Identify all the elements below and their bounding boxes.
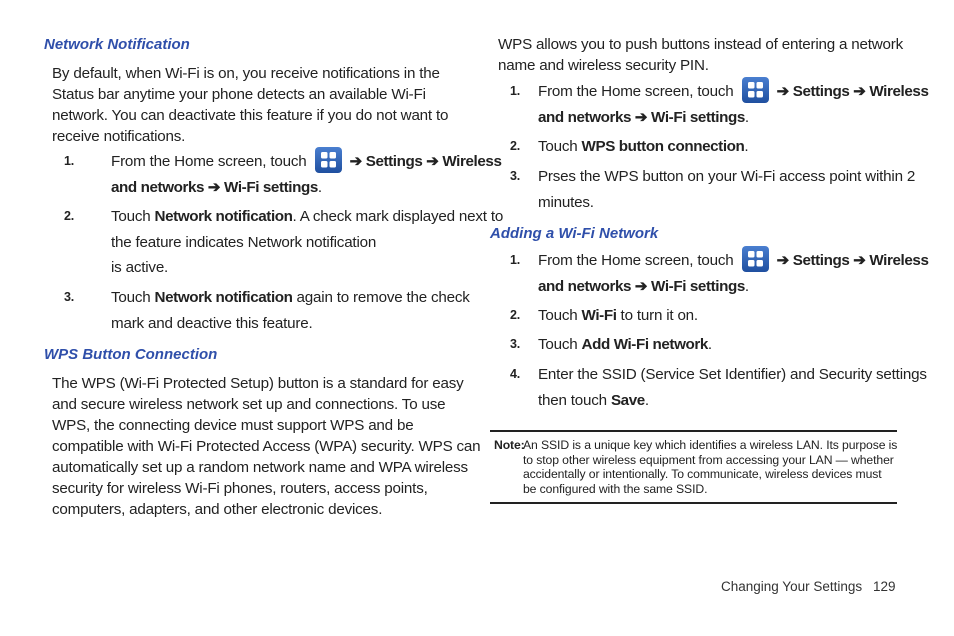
wps-intro: WPS allows you to push buttons instead of entering a network name and wireless security PIN. <box>498 36 904 74</box>
network-notification-intro: By default, when Wi-Fi is on, you receive notifications in the Status bar anytime your phone detects an available Wi-Fi network. You can deactivate this feature if you do not want to receive notifications. <box>52 65 449 145</box>
apps-grid-icon <box>742 246 769 272</box>
wps-description: The WPS (Wi-Fi Protected Setup) button is a standard for easy and secure wireless network set up and connections. To use WPS, the connecting device must support WPS and be compatible with Wi-Fi Protected Access (WPA) security. WPS can automatically set up a random network name and WPA wireless security for wireless Wi-Fi phones, routers, access points, computers, adapters, and other electronic devices. <box>52 375 481 518</box>
apps-grid-icon <box>315 147 342 173</box>
page-number: 129 <box>873 579 896 594</box>
note-bottom-rule <box>490 502 897 504</box>
apps-grid-icon <box>742 77 769 103</box>
note-label: Note: <box>494 438 525 452</box>
footer-section-title: Changing Your Settings <box>721 579 863 594</box>
wps-button-connection-heading: WPS Button Connection <box>44 346 218 363</box>
network-notification-heading: Network Notification <box>44 36 190 53</box>
note-top-rule <box>490 430 897 432</box>
note-text: An SSID is a unique key which identifies a wireless LAN. Its purpose is to stop other wireless equipment from accessing your LAN — whether accidentally or intentionally. To communicate, wireless devices must be configured with the same SSID. <box>523 438 898 496</box>
adding-wifi-network-heading: Adding a Wi-Fi Network <box>490 225 659 242</box>
